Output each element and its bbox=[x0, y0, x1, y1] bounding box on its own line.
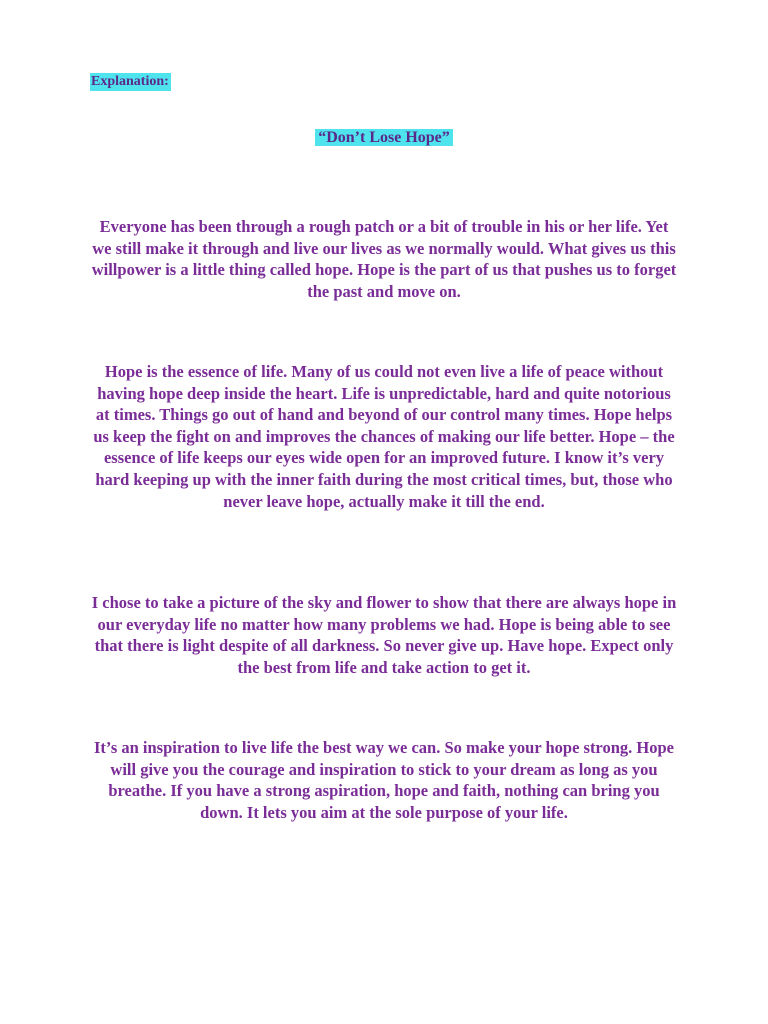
paragraph-4: It’s an inspiration to live life the best way we can. So make your hope strong. Hope will give you the courage and inspiration to stick to your dream as long as you breathe. If you have a strong aspiration, hope and faith, nothing can bring you down. It lets you aim at the sole purpose of your life. bbox=[94, 738, 674, 822]
explanation-label: Explanation: bbox=[91, 74, 169, 89]
document-title-text: “Don’t Lose Hope” bbox=[315, 129, 453, 146]
paragraph-3: I chose to take a picture of the sky and flower to show that there are always hope in our everyday life no matter how many problems we had. Hope is being able to see that there is light despite of all darkness. So never give up. Have hope. Expect only the best from life and take action to get it. bbox=[91, 593, 677, 677]
paragraph-2: Hope is the essence of life. Many of us could not even live a life of peace without having hope deep inside the heart. Life is unpredictable, hard and quite notorious at times. Things go out of hand and beyond of our control many times. Hope helps us keep the fight on and improves the chances of making our life better. Hope – the essence of life keeps our eyes wide open for an improved future. I know it’s very hard keeping up with the inner faith during the most critical times, but, those who never leave hope, actually make it till the end. bbox=[93, 362, 675, 511]
document-title bbox=[0, 128, 768, 148]
paragraph-1: Everyone has been through a rough patch or a bit of trouble in his or her life. Yet we still make it through and live our lives as we normally would. What gives us this willpower is a little thing called hope. Hope is the part of us that pushes us to forget the past and move on. bbox=[91, 217, 677, 301]
